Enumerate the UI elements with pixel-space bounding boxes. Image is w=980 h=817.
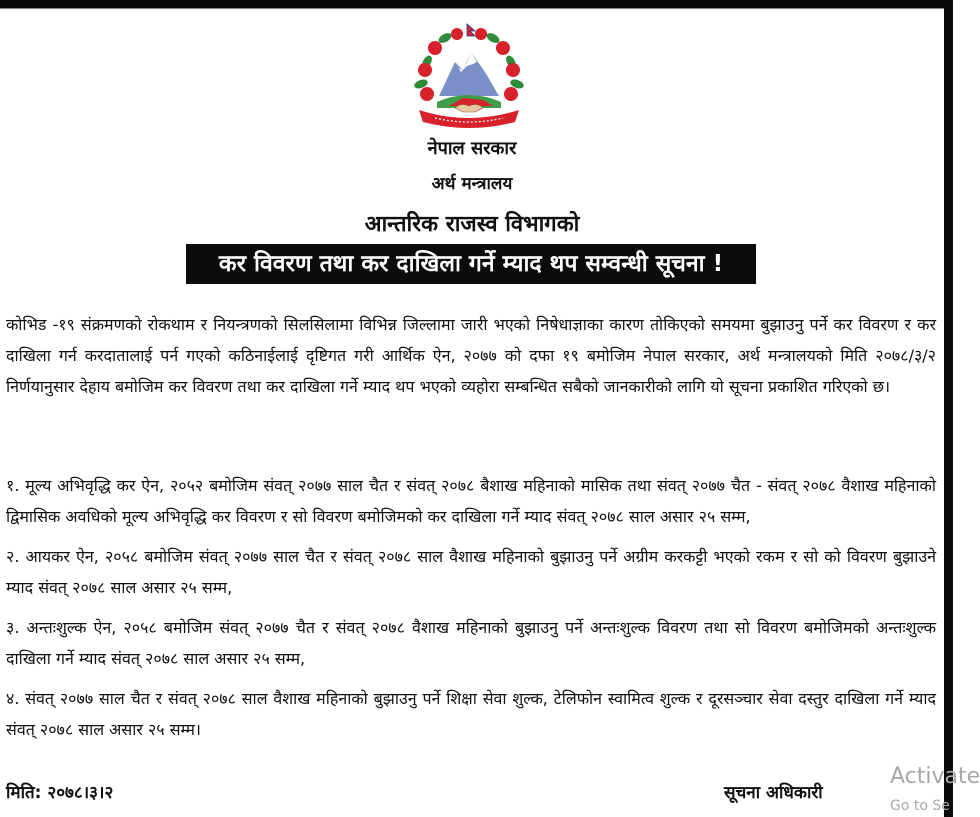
notice-date: मिति: २०७८।३।२ bbox=[6, 783, 114, 803]
list-item-number: ४. bbox=[6, 689, 20, 708]
list-item-text: अन्तःशुल्क ऐन, २०५८ बमोजिम संवत् २०७७ चैत र संवत् २०७८ वैशाख महिनाको बुझाउनु पर्ने अन्तःशुल्क विवरण तथा सो विवरण बमोजिमको अन्तःशुल्क दाखिला गर्ने म्याद संवत् २०७८ साल असार २५ सम्म, bbox=[6, 618, 936, 668]
frame-right-border bbox=[944, 0, 953, 817]
information-officer-label: सूचना अधिकारी bbox=[724, 783, 823, 803]
list-item bbox=[6, 683, 936, 745]
frame-inner-line bbox=[0, 8, 944, 9]
header-department: आन्तरिक राजस्व विभागको bbox=[364, 212, 580, 237]
frame-top-border bbox=[0, 0, 953, 8]
activate-windows-watermark bbox=[890, 764, 980, 817]
header-ministry: अर्थ मन्त्रालय bbox=[431, 174, 513, 194]
notice-intro-paragraph: कोभिड -१९ संक्रमणको रोकथाम र नियन्त्रणको सिलसिलामा विभिन्न जिल्लामा जारी भएको निषेधाज्ञाका कारण तोकिएको समयमा बुझाउनु पर्ने कर विवरण र कर दाखिला गर्न करदातालाई पर्न गएको कठिनाईलाई दृष्टिगत गरी आर्थिक ऐन, २०७७ को दफा १९ बमोजिम नेपाल सरकार, अर्थ मन्त्रालयको मिति २०७८/३/२ निर्णयानुसार देहाय बमोजिम कर विवरण तथा कर दाखिला गर्ने म्याद थप भएको व्यहोरा सम्बन्धित सबैको जानकारीको लागि यो सूचना प्रकाशित गरिएको छ। bbox=[6, 315, 936, 396]
watermark-line1: Activate bbox=[890, 764, 980, 789]
list-item bbox=[6, 470, 936, 532]
list-item-text: मूल्य अभिवृद्धि कर ऐन, २०५२ बमोजिम संवत् २०७७ साल चैत र संवत् २०७८ बैशाख महिनाको मासिक तथा संवत् २०७७ चैत - संवत् २०७८ वैशाख महिनाको द्विमासिक अवधिको मूल्य अभिवृद्धि कर विवरण र सो विवरण बमोजिमको कर दाखिला गर्ने म्याद संवत् २०७८ साल असार २५ सम्म, bbox=[6, 476, 936, 526]
list-item-number: २. bbox=[6, 547, 20, 566]
list-item-number: १. bbox=[6, 476, 20, 495]
header-government: नेपाल सरकार bbox=[427, 138, 517, 159]
watermark-line2: Go to Se bbox=[890, 798, 950, 814]
list-item-text: संवत् २०७७ साल चैत र संवत् २०७८ साल वैशाख महिनाको बुझाउनु पर्ने शिक्षा सेवा शुल्क, टेलिफोन स्वामित्व शुल्क र दूरसञ्चार सेवा दस्तुर दाखिला गर्ने म्याद संवत् २०७८ साल असार २५ सम्म। bbox=[6, 689, 936, 739]
nepal-emblem-icon bbox=[405, 22, 533, 134]
list-item bbox=[6, 541, 936, 603]
notice-item-list bbox=[6, 470, 936, 754]
list-item bbox=[6, 612, 936, 674]
notice-title-banner: कर विवरण तथा कर दाखिला गर्ने म्याद थप सम्वन्धी सूचना ! bbox=[186, 244, 756, 284]
list-item-text: आयकर ऐन, २०५८ बमोजिम संवत् २०७७ साल चैत र संवत् २०७८ साल वैशाख महिनाको बुझाउनु पर्ने अग्रीम करकट्टी भएको रकम र सो को विवरण बुझाउने म्याद संवत् २०७८ साल असार २५ सम्म, bbox=[6, 547, 936, 597]
list-item-number: ३. bbox=[6, 618, 20, 637]
